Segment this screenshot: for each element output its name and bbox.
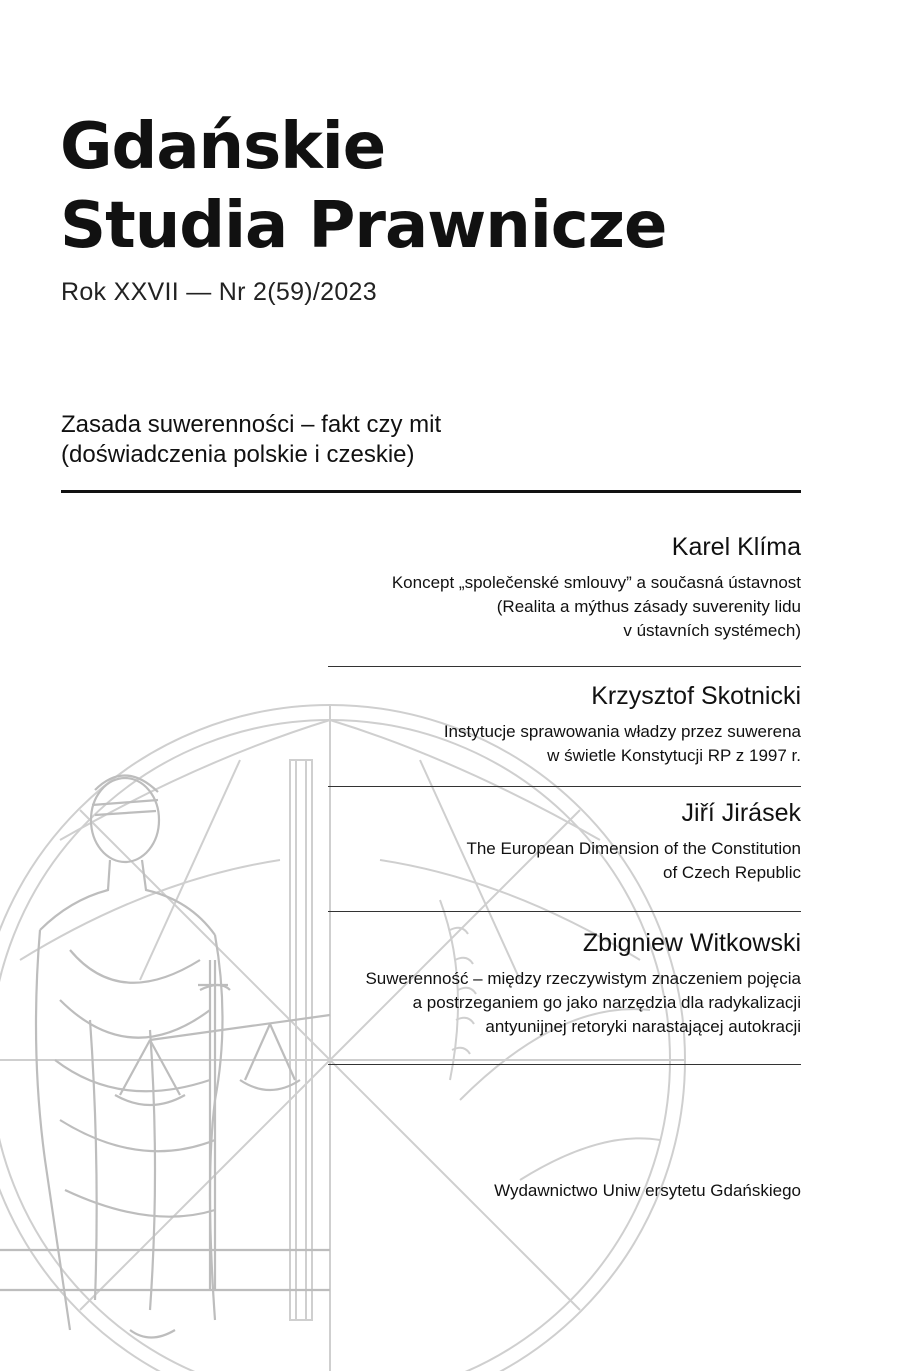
journal-title bbox=[60, 108, 666, 266]
article-title-line: The European Dimension of the Constitution bbox=[466, 839, 801, 858]
article-entry bbox=[466, 797, 801, 885]
issue-theme-line-1: Zasada suwerenności – fakt czy mit bbox=[61, 411, 442, 438]
article-title-line: a postrzeganiem go jako narzędzia dla radykalizacji bbox=[412, 993, 801, 1012]
journal-title-line-1: Gdańskie bbox=[60, 110, 386, 184]
header-divider bbox=[61, 490, 801, 493]
article-title-line: of Czech Republic bbox=[663, 863, 801, 882]
article-entry bbox=[392, 531, 801, 643]
article-title-line: (Realita a mýthus zásady suverenity lidu bbox=[496, 597, 801, 616]
article-divider bbox=[328, 911, 801, 912]
article-divider bbox=[328, 786, 801, 787]
article-title-line: w świetle Konstytucji RP z 1997 r. bbox=[547, 746, 801, 765]
article-title-line: Suwerenność – między rzeczywistym znaczeniem pojęcia bbox=[365, 969, 801, 988]
article-author: Krzysztof Skotnicki bbox=[591, 682, 801, 710]
article-divider bbox=[328, 666, 801, 667]
issue-theme bbox=[61, 410, 441, 470]
article-author: Zbigniew Witkowski bbox=[582, 929, 801, 957]
article-title-line: Koncept „společenské smlouvy” a současná ústavnost bbox=[391, 573, 801, 592]
article-divider bbox=[328, 1064, 801, 1065]
article-title-line: v ústavních systémech) bbox=[623, 621, 801, 640]
article-title-line: antyunijnej retoryki narastającej autokracji bbox=[485, 1017, 801, 1036]
article-entry bbox=[444, 680, 801, 768]
issue-info: Rok XXVII — Nr 2(59)/2023 bbox=[61, 278, 377, 306]
article-title-line: Instytucje sprawowania władzy przez suwerena bbox=[443, 722, 801, 741]
article-entry bbox=[365, 927, 801, 1039]
issue-theme-line-2: (doświadczenia polskie i czeskie) bbox=[61, 441, 415, 468]
article-author: Jiří Jirásek bbox=[681, 799, 801, 827]
article-author: Karel Klíma bbox=[671, 533, 801, 561]
journal-title-line-2: Studia Prawnicze bbox=[60, 189, 667, 263]
publisher-name: Wydawnictwo Uniw ersytetu Gdańskiego bbox=[494, 1181, 801, 1200]
